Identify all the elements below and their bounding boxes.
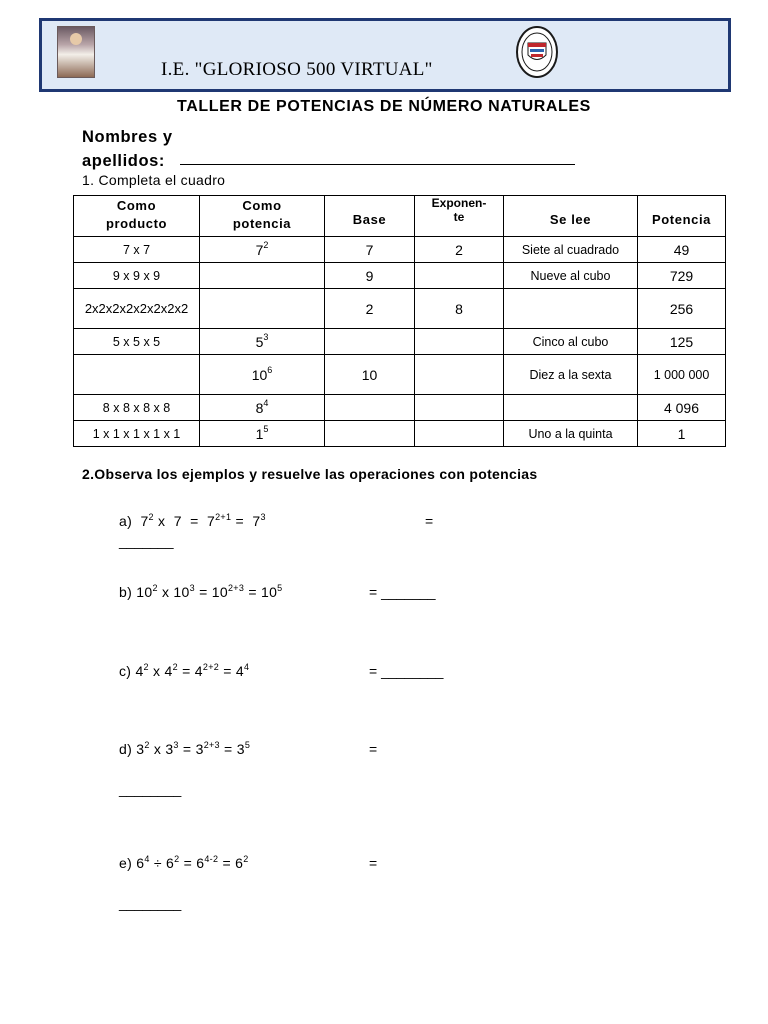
- table-row: [74, 289, 726, 329]
- cell-exponente[interactable]: [415, 263, 504, 289]
- cell-se-lee: Siete al cuadrado: [504, 237, 638, 263]
- question-1: 1. Completa el cuadro: [82, 172, 226, 188]
- table-row: [74, 395, 726, 421]
- cell-base: 9: [325, 263, 415, 289]
- cell-potencia: 125: [638, 329, 726, 355]
- header-se-lee: Se lee: [504, 196, 638, 237]
- cell-potencia-form: $10^6$: [200, 355, 325, 395]
- table-row: [74, 329, 726, 355]
- cell-potencia: 729: [638, 263, 726, 289]
- cell-producto: 5 x 5 x 5: [74, 329, 200, 355]
- cell-base[interactable]: [325, 329, 415, 355]
- exercise-c-answer[interactable]: = ________: [369, 663, 444, 679]
- cell-base[interactable]: [325, 421, 415, 447]
- exercise-a-equals: =: [425, 513, 434, 529]
- table-row: [74, 421, 726, 447]
- cell-se-lee: Nueve al cubo: [504, 263, 638, 289]
- cell-exponente: 2: [415, 237, 504, 263]
- cell-potencia: 256: [638, 289, 726, 329]
- cell-exponente[interactable]: [415, 329, 504, 355]
- school-name: I.E. "GLORIOSO 500 VIRTUAL": [161, 59, 433, 80]
- cell-potencia-form: $5^3$: [200, 329, 325, 355]
- cell-exponente[interactable]: [415, 421, 504, 447]
- exercise-a: a) $7^2$ x $7 = 7^{2+1} = 7^3$: [119, 512, 266, 529]
- header-potencia: Potencia: [638, 196, 726, 237]
- cell-producto: 9 x 9 x 9: [74, 263, 200, 289]
- exercise-b: b) $10^2$ x $10^3 = 10^{2+3} = 10^5$: [119, 583, 283, 600]
- producto-long: 2x2x2x2x2x2x2x2: [84, 301, 189, 316]
- cell-se-lee: Cinco al cubo: [504, 329, 638, 355]
- header-exponente: Exponen- te: [415, 196, 504, 237]
- cell-producto: [74, 289, 200, 329]
- cell-producto: 7 x 7: [74, 237, 200, 263]
- cell-se-lee[interactable]: [504, 395, 638, 421]
- exercise-e-answer[interactable]: ________: [119, 895, 182, 911]
- cell-exponente[interactable]: [415, 355, 504, 395]
- names-label: Nombres y apellidos:: [82, 128, 173, 170]
- exercise-d-answer[interactable]: ________: [119, 781, 182, 797]
- cell-potencia: 49: [638, 237, 726, 263]
- cell-se-lee: Diez a la sexta: [504, 355, 638, 395]
- cell-base[interactable]: [325, 395, 415, 421]
- cell-potencia-form: $1^5$: [200, 421, 325, 447]
- cell-base: 10: [325, 355, 415, 395]
- exercise-e: e) $6^4 \div 6^2 = 6^{4-2} = 6^2$: [119, 854, 249, 871]
- table-row: [74, 237, 726, 263]
- table-header-row: [74, 196, 726, 237]
- cell-potencia-form: $7^2$: [200, 237, 325, 263]
- cell-producto: 8 x 8 x 8 x 8: [74, 395, 200, 421]
- cell-potencia: 4 096: [638, 395, 726, 421]
- cell-potencia-form[interactable]: [200, 263, 325, 289]
- names-input-line[interactable]: [180, 164, 575, 165]
- cell-potencia: 1 000 000: [638, 355, 726, 395]
- cell-potencia: 1: [638, 421, 726, 447]
- cell-exponente[interactable]: [415, 395, 504, 421]
- exercise-e-equals: =: [369, 855, 378, 871]
- cell-producto: 1 x 1 x 1 x 1 x 1: [74, 421, 200, 447]
- saint-portrait-image: [57, 26, 95, 78]
- school-header: [39, 18, 731, 92]
- cell-se-lee: Uno a la quinta: [504, 421, 638, 447]
- exercise-c: c) $4^2$ x $4^2 = 4^{2+2} = 4^4$: [119, 662, 250, 679]
- table-row: [74, 355, 726, 395]
- cell-producto[interactable]: [74, 355, 200, 395]
- exercise-b-answer[interactable]: = _______: [369, 584, 436, 600]
- question-2: 2.Observa los ejemplos y resuelve las operaciones con potencias: [82, 466, 538, 482]
- cell-potencia-form: $8^4$: [200, 395, 325, 421]
- powers-table: [73, 195, 726, 447]
- exercise-d-equals: =: [369, 741, 378, 757]
- header-base: Base: [325, 196, 415, 237]
- exercise-a-answer[interactable]: _______: [119, 533, 174, 549]
- table-row: [74, 263, 726, 289]
- cell-base: 7: [325, 237, 415, 263]
- exercise-d: d) $3^2$ x $3^3 = 3^{2+3} = 3^5$: [119, 740, 251, 757]
- cell-se-lee[interactable]: [504, 289, 638, 329]
- header-producto: Como producto: [74, 196, 200, 237]
- header-potencia-form: Como potencia: [200, 196, 325, 237]
- page-title: TALLER DE POTENCIAS DE NÚMERO NATURALES: [177, 98, 591, 115]
- cell-exponente: 8: [415, 289, 504, 329]
- cell-potencia-form[interactable]: [200, 289, 325, 329]
- cell-base: 2: [325, 289, 415, 329]
- school-crest-icon: [516, 26, 558, 78]
